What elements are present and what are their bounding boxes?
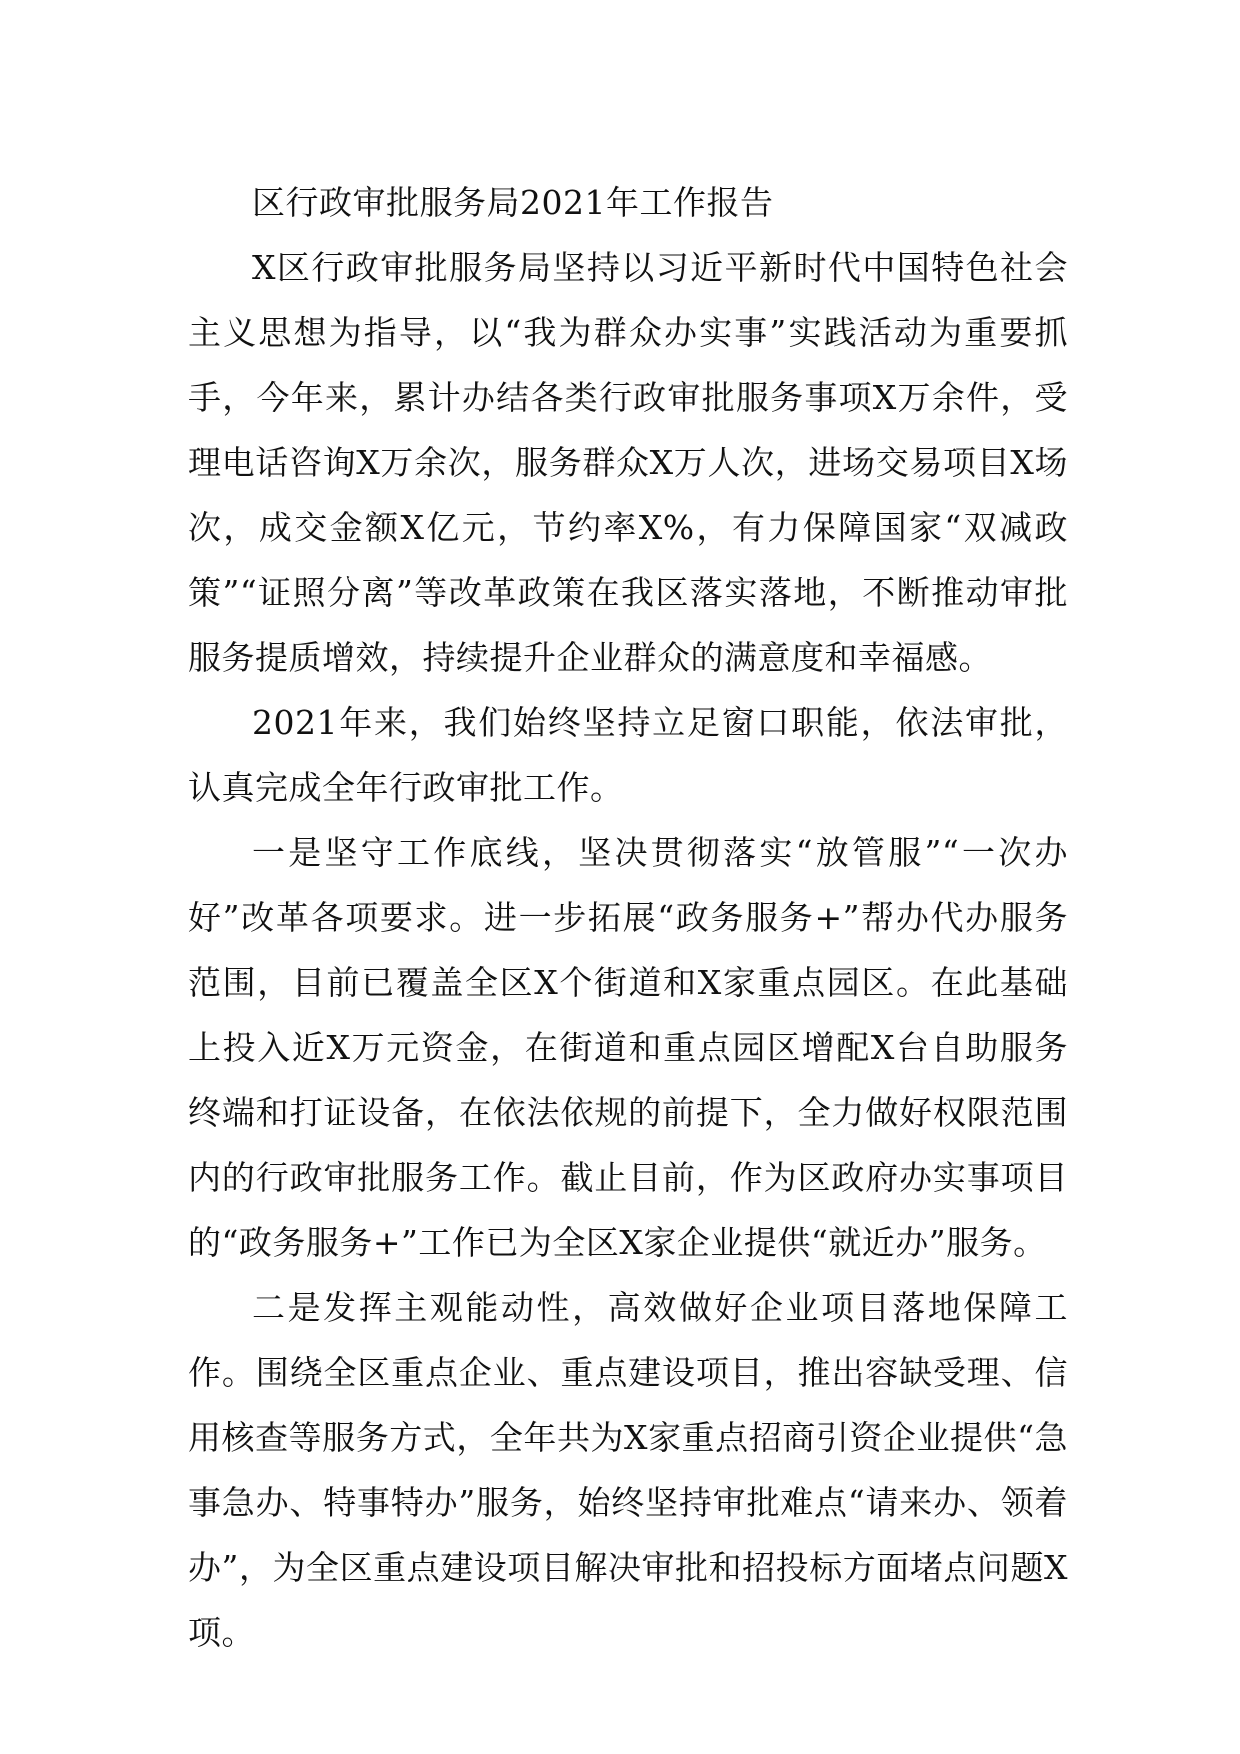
paragraph-point-two: 二是发挥主观能动性，高效做好企业项目落地保障工作。围绕全区重点企业、重点建设项目，推出容缺受理、信用核查等服务方式，全年共为X家重点招商引资企业提供“急事急办、特事特办”服务，始终坚持审批难点“请来办、领着办”，为全区重点建设项目解决审批和招投标方面堵点问题X项。 [188,1288,1068,1652]
paragraph-point-one: 一是坚守工作底线，坚决贯彻落实“放管服”“一次办好”改革各项要求。进一步拓展“政务服务+”帮办代办服务范围，目前已覆盖全区X个街道和X家重点园区。在此基础上投入近X万元资金，在街道和重点园区增配X台自助服务终端和打证设备，在依法依规的前提下，全力做好权限范围内的行政审批服务工作。截止目前，作为区政府办实事项目的“政务服务+”工作已为全区X家企业提供“就近办”服务。 [188,833,1068,1262]
document-body [188,170,1068,1665]
document-title: 区行政审批服务局2021年工作报告 [252,183,774,222]
paragraph-summary: X区行政审批服务局坚持以习近平新时代中国特色社会主义思想为指导，以“我为群众办实事”实践活动为重要抓手，今年来，累计办结各类行政审批服务事项X万余件，受理电话咨询X万余次，服务群众X万人次，进场交易项目X场次，成交金额X亿元，节约率X%，有力保障国家“双减政策”“证照分离”等改革政策在我区落实落地，不断推动审批服务提质增效，持续提升企业群众的满意度和幸福感。 [188,248,1068,677]
paragraph-overview: 2021年来，我们始终坚持立足窗口职能，依法审批，认真完成全年行政审批工作。 [188,703,1068,807]
